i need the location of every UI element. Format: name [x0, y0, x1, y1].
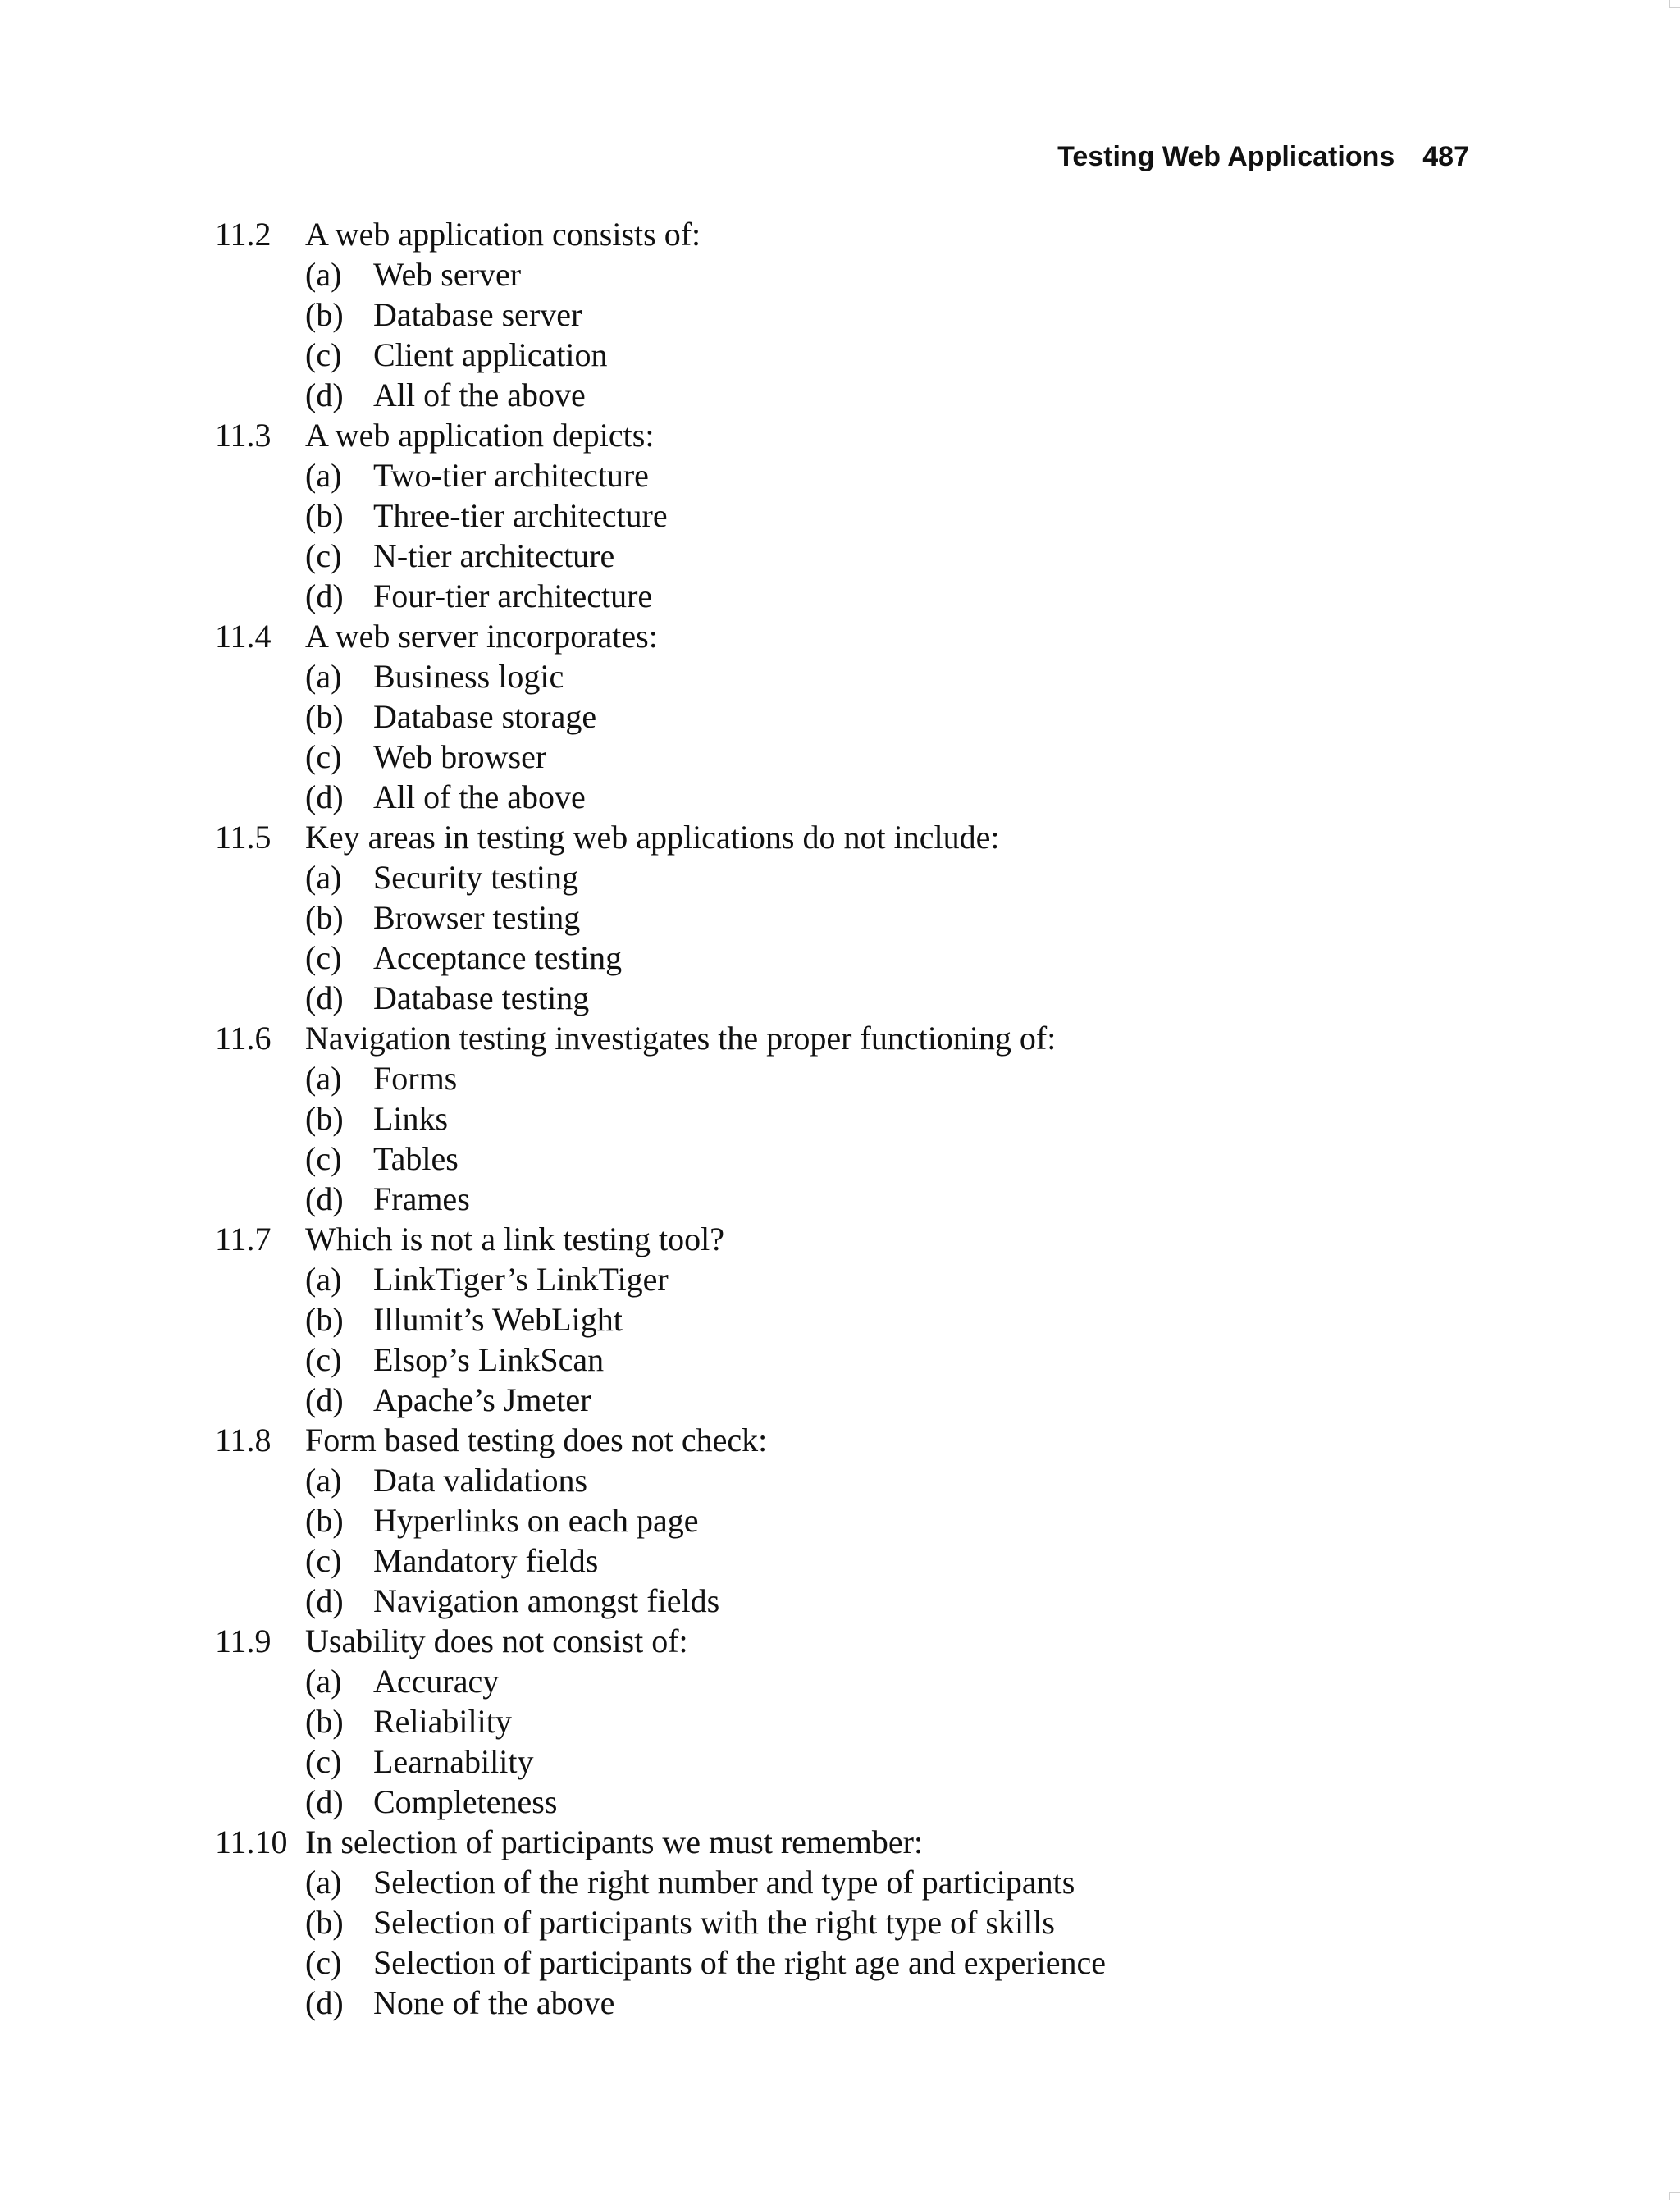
question-number: 11.3	[215, 417, 272, 454]
option-text: Mandatory fields	[373, 1542, 599, 1579]
option-letter: (a)	[305, 859, 342, 896]
page-number: 487	[1422, 141, 1469, 172]
answer-option	[215, 254, 1527, 294]
question-number: 11.7	[215, 1221, 272, 1257]
answer-option	[215, 857, 1527, 897]
option-text: Selection of participants with the right type of skills	[373, 1904, 1055, 1941]
option-text: Data validations	[373, 1462, 588, 1499]
question-block	[215, 1420, 1527, 1621]
option-text: Client application	[373, 336, 608, 373]
option-text: Acceptance testing	[373, 939, 623, 976]
option-letter: (c)	[305, 537, 342, 574]
question-row	[215, 214, 1527, 254]
answer-option	[215, 1983, 1527, 2023]
question-block	[215, 817, 1527, 1018]
question-row	[215, 1822, 1527, 1862]
question-text: In selection of participants we must remember:	[305, 1823, 924, 1860]
option-text: Accuracy	[373, 1663, 500, 1700]
answer-option	[215, 495, 1527, 536]
option-text: Database testing	[373, 979, 590, 1016]
crop-mark-bottom	[1669, 2192, 1680, 2200]
option-letter: (a)	[305, 457, 342, 494]
option-text: Browser testing	[373, 899, 581, 936]
option-text: All of the above	[373, 377, 586, 413]
option-text: Database server	[373, 296, 582, 333]
option-letter: (b)	[305, 1301, 344, 1338]
option-letter: (a)	[305, 658, 342, 695]
option-letter: (b)	[305, 1502, 344, 1539]
option-letter: (a)	[305, 1261, 342, 1298]
option-letter: (b)	[305, 899, 344, 936]
option-text: Elsop’s LinkScan	[373, 1341, 605, 1378]
answer-option	[215, 1500, 1527, 1540]
option-text: Two-tier architecture	[373, 457, 649, 494]
question-row	[215, 1621, 1527, 1661]
option-text: LinkTiger’s LinkTiger	[373, 1261, 669, 1298]
answer-option	[215, 1741, 1527, 1782]
answer-option	[215, 696, 1527, 737]
answer-option	[215, 1380, 1527, 1420]
answer-option	[215, 335, 1527, 375]
answer-option	[215, 375, 1527, 415]
option-text: Database storage	[373, 698, 597, 735]
chapter-title: Testing Web Applications	[1057, 141, 1395, 172]
option-letter: (d)	[305, 1180, 344, 1217]
option-text: Three-tier architecture	[373, 497, 668, 534]
answer-option	[215, 1701, 1527, 1741]
option-letter: (c)	[305, 939, 342, 976]
option-text: Tables	[373, 1140, 459, 1177]
answer-option	[215, 1340, 1527, 1380]
question-row	[215, 616, 1527, 656]
answer-option	[215, 777, 1527, 817]
option-letter: (c)	[305, 1341, 342, 1378]
option-text: Selection of the right number and type of participants	[373, 1864, 1075, 1901]
question-row	[215, 817, 1527, 857]
option-letter: (c)	[305, 738, 342, 775]
question-row	[215, 1420, 1527, 1460]
answer-option	[215, 294, 1527, 335]
option-letter: (c)	[305, 1140, 342, 1177]
question-row	[215, 1018, 1527, 1058]
option-text: Frames	[373, 1180, 470, 1217]
question-block	[215, 415, 1527, 616]
question-block	[215, 1621, 1527, 1822]
question-row	[215, 1219, 1527, 1259]
question-list	[215, 214, 1527, 2023]
question-text: Usability does not consist of:	[305, 1623, 688, 1659]
option-text: Web server	[373, 256, 522, 293]
option-letter: (a)	[305, 1060, 342, 1097]
answer-option	[215, 1058, 1527, 1098]
answer-option	[215, 455, 1527, 495]
question-number: 11.10	[215, 1823, 288, 1860]
option-letter: (a)	[305, 1663, 342, 1700]
answer-option	[215, 938, 1527, 978]
answer-option	[215, 1661, 1527, 1701]
question-number: 11.6	[215, 1020, 272, 1057]
option-letter: (d)	[305, 577, 344, 614]
option-letter: (b)	[305, 296, 344, 333]
answer-option	[215, 978, 1527, 1018]
answer-option	[215, 1782, 1527, 1822]
option-letter: (d)	[305, 1783, 344, 1820]
crop-mark-top	[1669, 0, 1680, 8]
question-number: 11.5	[215, 819, 272, 856]
question-text: A web application consists of:	[305, 216, 701, 253]
question-text: A web server incorporates:	[305, 618, 658, 655]
answer-option	[215, 536, 1527, 576]
answer-option	[215, 897, 1527, 938]
question-block	[215, 1219, 1527, 1420]
option-text: Reliability	[373, 1703, 512, 1740]
option-text: Navigation amongst fields	[373, 1582, 720, 1619]
option-text: Four-tier architecture	[373, 577, 653, 614]
option-letter: (b)	[305, 1703, 344, 1740]
answer-option	[215, 1098, 1527, 1139]
question-text: Key areas in testing web applications do not include:	[305, 819, 1000, 856]
question-text: Form based testing does not check:	[305, 1422, 768, 1458]
option-letter: (c)	[305, 336, 342, 373]
question-block	[215, 214, 1527, 415]
option-letter: (b)	[305, 497, 344, 534]
running-header	[1057, 138, 1469, 176]
question-block	[215, 616, 1527, 817]
answer-option	[215, 1581, 1527, 1621]
question-text: Which is not a link testing tool?	[305, 1221, 725, 1257]
option-letter: (b)	[305, 1100, 344, 1137]
answer-option	[215, 1179, 1527, 1219]
option-text: N-tier architecture	[373, 537, 615, 574]
option-text: All of the above	[373, 778, 586, 815]
answer-option	[215, 1862, 1527, 1902]
option-text: Web browser	[373, 738, 547, 775]
answer-option	[215, 576, 1527, 616]
answer-option	[215, 1540, 1527, 1581]
option-text: Links	[373, 1100, 449, 1137]
answer-option	[215, 1942, 1527, 1983]
question-block	[215, 1822, 1527, 2023]
answer-option	[215, 1902, 1527, 1942]
option-letter: (a)	[305, 256, 342, 293]
option-text: Completeness	[373, 1783, 558, 1820]
question-number: 11.8	[215, 1422, 272, 1458]
option-text: Security testing	[373, 859, 578, 896]
question-number: 11.4	[215, 618, 272, 655]
option-letter: (c)	[305, 1542, 342, 1579]
option-text: None of the above	[373, 1984, 615, 2021]
question-text: Navigation testing investigates the proper functioning of:	[305, 1020, 1057, 1057]
question-number: 11.2	[215, 216, 272, 253]
option-text: Illumit’s WebLight	[373, 1301, 623, 1338]
option-letter: (a)	[305, 1864, 342, 1901]
question-row	[215, 415, 1527, 455]
option-letter: (d)	[305, 377, 344, 413]
question-number: 11.9	[215, 1623, 272, 1659]
option-letter: (d)	[305, 979, 344, 1016]
option-text: Forms	[373, 1060, 458, 1097]
option-letter: (c)	[305, 1944, 342, 1981]
option-text: Hyperlinks on each page	[373, 1502, 699, 1539]
answer-option	[215, 656, 1527, 696]
option-letter: (b)	[305, 698, 344, 735]
answer-option	[215, 737, 1527, 777]
question-block	[215, 1018, 1527, 1219]
option-text: Selection of participants of the right age and experience	[373, 1944, 1106, 1981]
option-letter: (a)	[305, 1462, 342, 1499]
option-letter: (d)	[305, 778, 344, 815]
answer-option	[215, 1460, 1527, 1500]
option-letter: (d)	[305, 1984, 344, 2021]
option-text: Apache’s Jmeter	[373, 1381, 591, 1418]
option-text: Business logic	[373, 658, 564, 695]
option-letter: (d)	[305, 1381, 344, 1418]
option-letter: (c)	[305, 1743, 342, 1780]
answer-option	[215, 1259, 1527, 1299]
option-letter: (d)	[305, 1582, 344, 1619]
answer-option	[215, 1299, 1527, 1340]
answer-option	[215, 1139, 1527, 1179]
question-text: A web application depicts:	[305, 417, 655, 454]
option-letter: (b)	[305, 1904, 344, 1941]
option-text: Learnability	[373, 1743, 534, 1780]
